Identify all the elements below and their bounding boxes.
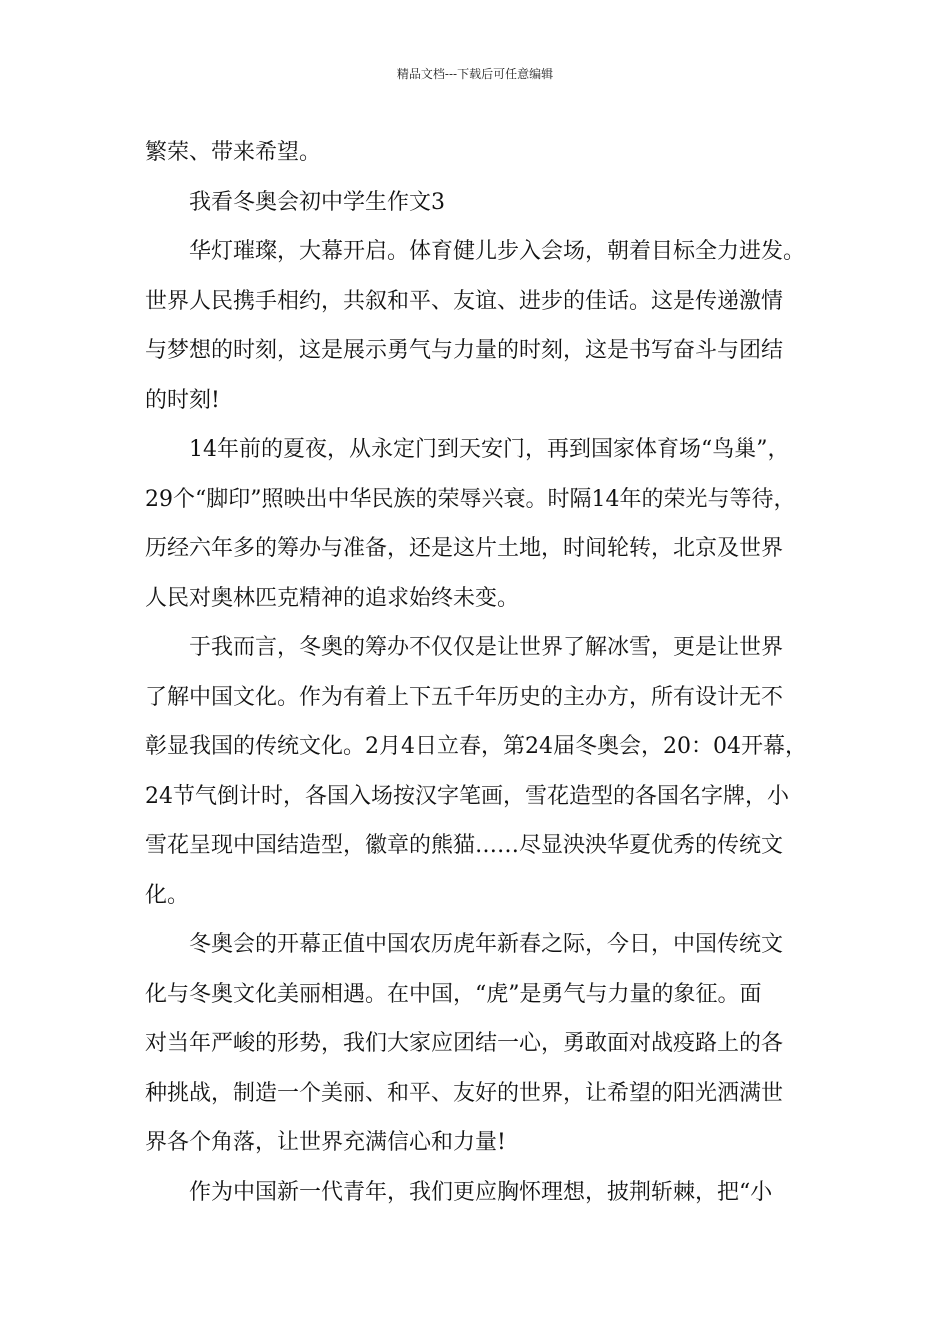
paragraph-line: 化。 (145, 882, 190, 908)
paragraph-line: 人民对奥林匹克精神的追求始终未变。 (145, 585, 520, 611)
paragraph-line: 冬奥会的开幕正值中国农历虎年新春之际，今日，中国传统文 (189, 932, 784, 957)
paragraph-line: 历经六年多的筹办与准备，还是这片土地，时间轮转，北京及世界 (145, 536, 784, 561)
document-body (145, 128, 825, 1217)
essay-title: 我看冬奥会初中学生作文3 (189, 189, 445, 215)
paragraph-line: 彰显我国的传统文化。2月4日立春，第24届冬奥会，20：04开幕， (145, 734, 807, 759)
paragraph-line: 24节气倒计时，各国入场按汉字笔画，雪花造型的各国名字牌，小 (145, 783, 789, 809)
paragraph-line: 化与冬奥文化美丽相遇。在中国，“虎”是勇气与力量的象征。面 (145, 981, 762, 1007)
paragraph-line: 作为中国新一代青年，我们更应胸怀理想，披荆斩棘，把“小 (189, 1179, 773, 1205)
text-line: 繁荣、带来希望。 (145, 140, 322, 165)
paragraph-line: 的时刻! (145, 387, 220, 413)
paragraph-line: 14年前的夏夜，从永定门到天安门，再到国家体育场“鸟巢”， (189, 437, 790, 462)
page-header: 精品文档---下载后可任意编辑 (396, 67, 554, 81)
paragraph-line: 对当年严峻的形势，我们大家应团结一心，勇敢面对战疫路上的各 (145, 1031, 784, 1056)
paragraph-line: 华灯璀璨，大幕开启。体育健儿步入会场，朝着目标全力进发。 (189, 239, 806, 264)
paragraph-line: 界各个角落，让世界充满信心和力量! (145, 1130, 506, 1155)
paragraph-line: 于我而言，冬奥的筹办不仅仅是让世界了解冰雪，更是让世界 (189, 635, 784, 660)
paragraph-line: 了解中国文化。作为有着上下五千年历史的主办方，所有设计无不 (145, 684, 784, 710)
paragraph-line: 种挑战，制造一个美丽、和平、友好的世界，让希望的阳光洒满世 (145, 1080, 784, 1106)
paragraph-line: 与梦想的时刻，这是展示勇气与力量的时刻，这是书写奋斗与团结 (145, 338, 784, 363)
paragraph-line: 世界人民携手相约，共叙和平、友谊、进步的佳话。这是传递激情 (145, 288, 784, 314)
paragraph-line: 29个“脚印”照映出中华民族的荣辱兴衰。时隔14年的荣光与等待， (145, 486, 796, 512)
paragraph-line: 雪花呈现中国结造型，徽章的熊猫……尽显泱泱华夏优秀的传统文 (145, 833, 784, 858)
